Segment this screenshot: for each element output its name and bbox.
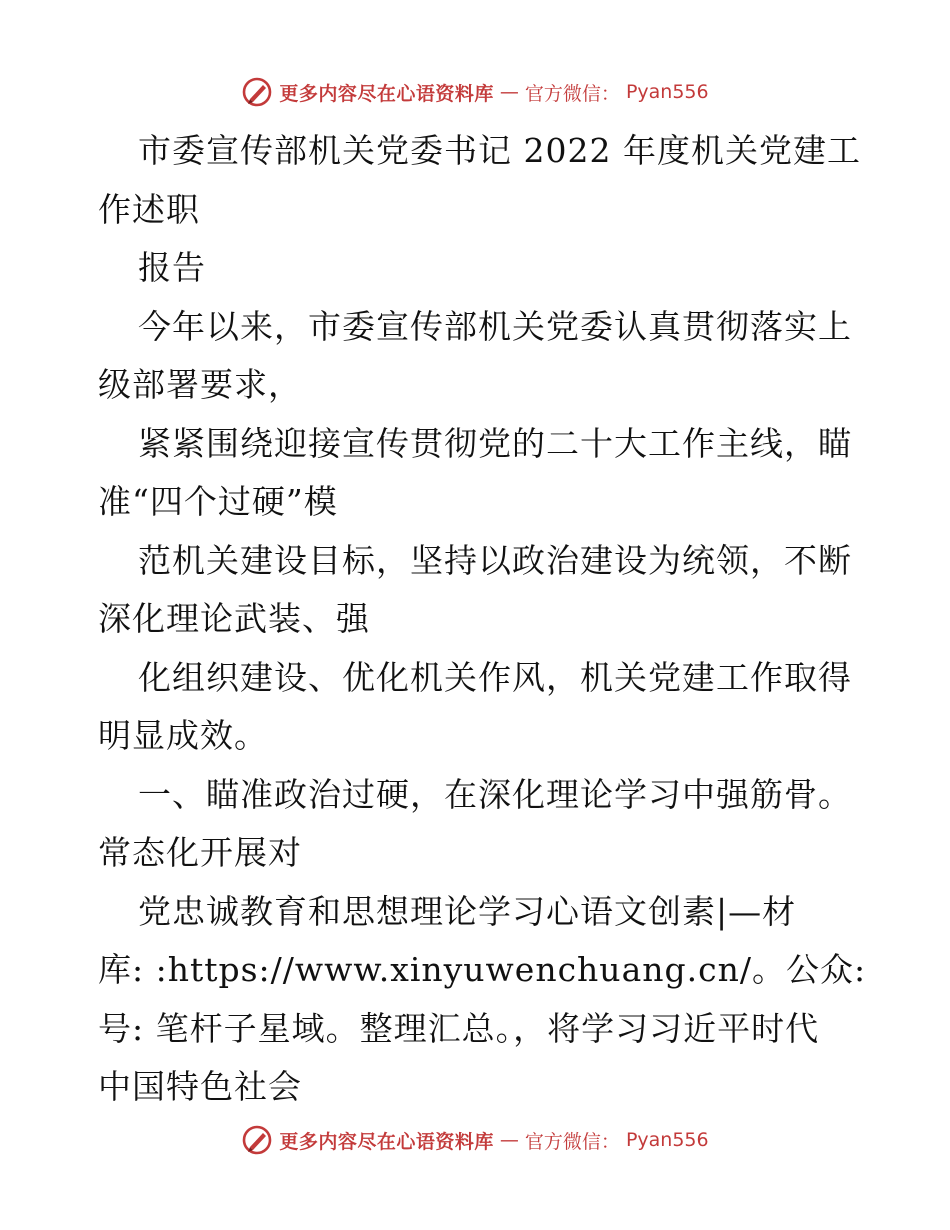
watermark-wechat-id: Pyan556 <box>625 1129 709 1151</box>
text-line: 深化理论武装、强 <box>98 599 370 638</box>
footer-watermark <box>0 1120 950 1160</box>
text-line: 今年以来，市委宣传部机关党委认真贯彻落实上 <box>138 306 852 346</box>
text-line: 报告 <box>138 248 206 287</box>
pen-logo-icon <box>241 76 273 108</box>
header-watermark <box>0 72 950 112</box>
text-line: 市委宣传部机关党委书记 2022 年度机关党建工 <box>138 131 861 170</box>
text-line: 级部署要求， <box>98 365 302 404</box>
watermark-title: 更多内容尽在心语资料库 <box>279 1130 494 1153</box>
text-line: 常态化开展对 <box>98 833 302 872</box>
watermark-dash: — <box>499 1129 519 1151</box>
text-line: 一、瞄准政治过硬，在深化理论学习中强筋骨。 <box>138 774 852 814</box>
watermark-title: 更多内容尽在心语资料库 <box>279 82 494 105</box>
text-line: 号: 笔杆子星域。整理汇总。，将学习习近平时代 <box>98 1008 820 1048</box>
watermark-wechat-id: Pyan556 <box>625 81 709 103</box>
watermark-wechat-label: 官方微信： <box>524 1130 620 1153</box>
text-line: 中国特色社会 <box>98 1067 302 1106</box>
pen-logo-icon <box>241 1124 273 1156</box>
text-line: 作述职 <box>98 189 200 229</box>
text-line: 化组织建设、优化机关作风，机关党建工作取得 <box>138 657 852 697</box>
text-line: 紧紧围绕迎接宣传贯彻党的二十大工作主线，瞄 <box>138 423 852 463</box>
text-line: 党忠诚教育和思想理论学习心语文创素|—材 <box>138 891 797 931</box>
watermark-wechat-label: 官方微信： <box>524 82 620 105</box>
text-line: 库: :https://www.xinyuwenchuang.cn/。公众: <box>98 950 867 989</box>
text-line: 准“四个过硬”模 <box>98 482 338 521</box>
watermark-dash: — <box>499 81 519 103</box>
document-body <box>98 122 867 1117</box>
text-line: 范机关建设目标，坚持以政治建设为统领，不断 <box>138 540 852 580</box>
text-line: 明显成效。 <box>98 716 268 755</box>
